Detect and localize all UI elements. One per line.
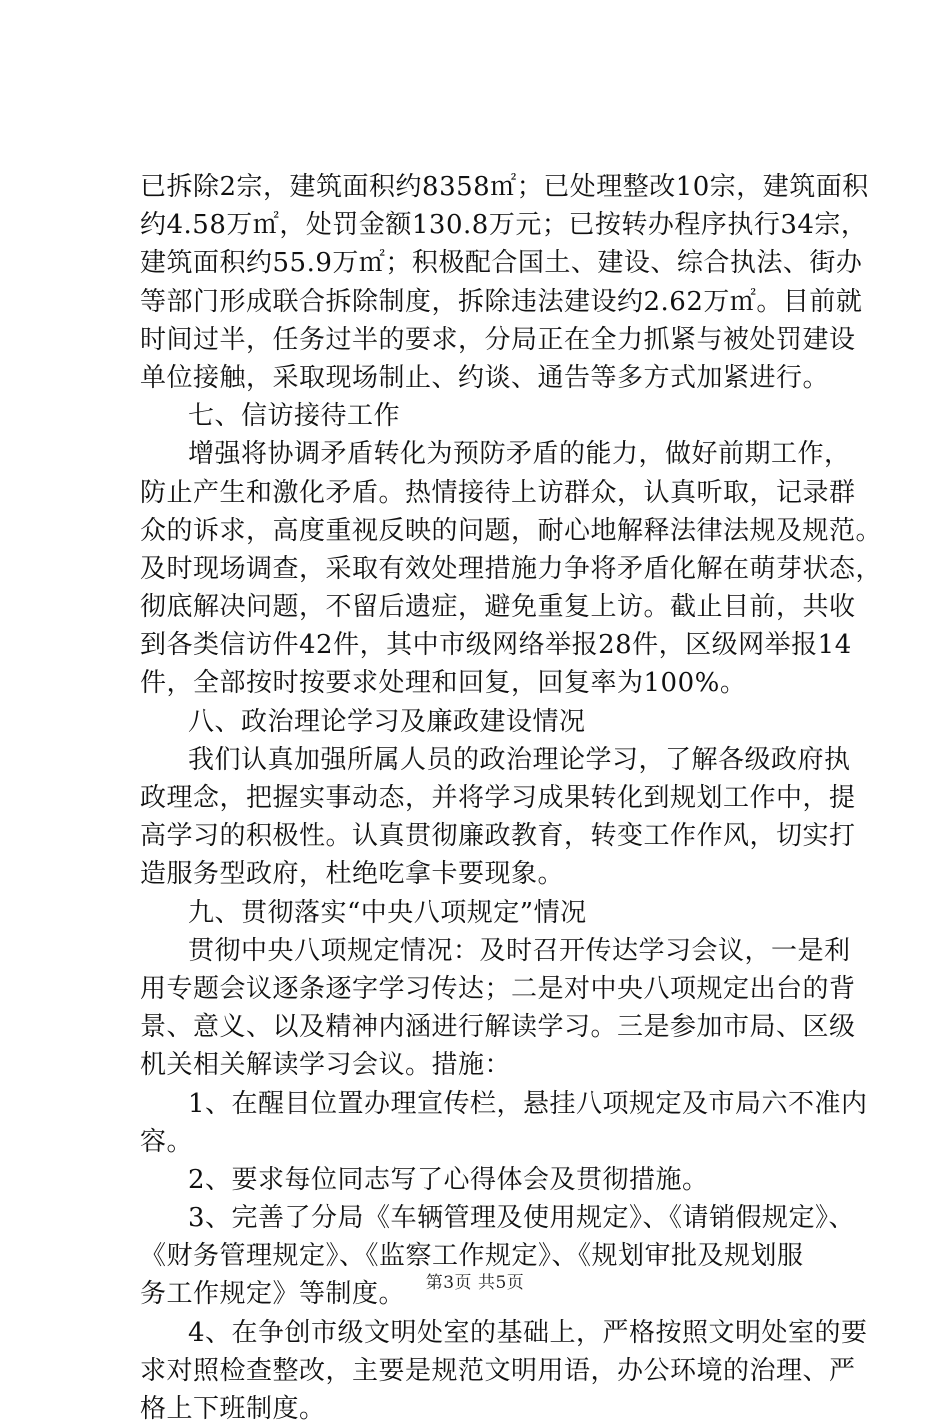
text-line: 众的诉求，高度重视反映的问题，耐心地解释法律法规及规范。 (140, 515, 883, 546)
text-line: 七、信访接待工作 (188, 401, 401, 432)
text-line: 时间过半，任务过半的要求，分局正在全力抓紧与被处罚建设 (140, 324, 856, 355)
text-line: 八、政治理论学习及廉政建设情况 (188, 706, 586, 737)
text-line: 约4.58万㎡，处罚金额130.8万元；已按转办程序执行34宗， (140, 210, 868, 241)
text-line: 高学习的积极性。认真贯彻廉政教育，转变工作作风，切实打 (140, 821, 856, 852)
text-line: 用专题会议逐条逐字学习传达；二是对中央八项规定出台的背 (140, 973, 856, 1004)
text-line: 建筑面积约55.9万㎡；积极配合国土、建设、综合执法、街办 (140, 248, 863, 279)
text-line: 4、在争创市级文明处室的基础上，严格按照文明处室的要 (188, 1317, 868, 1348)
text-line: 等部门形成联合拆除制度，拆除违法建设约2.62万㎡。目前就 (140, 286, 863, 317)
text-line: 造服务型政府，杜绝吃拿卡要现象。 (140, 859, 565, 890)
text-line: 防止产生和激化矛盾。热情接待上访群众，认真听取，记录群 (140, 477, 856, 508)
text-line: 务工作规定》等制度。 (140, 1279, 406, 1310)
text-line: 求对照检查整改，主要是规范文明用语，办公环境的治理、严 (140, 1355, 856, 1386)
text-line: 2、要求每位同志写了心得体会及贯彻措施。 (188, 1164, 709, 1195)
text-line: 单位接触，采取现场制止、约谈、通告等多方式加紧进行。 (140, 362, 830, 393)
document-body (140, 168, 883, 1428)
text-line: 格上下班制度。 (140, 1394, 326, 1424)
text-line: 《财务管理规定》、《监察工作规定》、《规划审批及规划服 (140, 1241, 804, 1272)
text-line: 贯彻中央八项规定情况：及时召开传达学习会议，一是利 (188, 935, 851, 966)
text-line: 九、贯彻落实“中央八项规定”情况 (188, 897, 587, 928)
text-line: 1、在醒目位置办理宣传栏，悬挂八项规定及市局六不准内 (188, 1088, 868, 1119)
text-line: 机关相关解读学习会议。措施： (140, 1050, 512, 1081)
text-line: 3、完善了分局《车辆管理及使用规定》、《请销假规定》、 (188, 1203, 856, 1234)
text-line: 容。 (140, 1126, 194, 1157)
text-line: 景、意义、以及精神内涵进行解读学习。三是参加市局、区级 (140, 1012, 856, 1043)
text-line: 件，全部按时按要求处理和回复，回复率为100%。 (140, 668, 747, 699)
text-line: 政理念，把握实事动态，并将学习成果转化到规划工作中，提 (140, 783, 856, 813)
text-line: 到各类信访件42件，其中市级网络举报28件，区级网举报14 (140, 630, 852, 661)
page-number-footer: 第3页 共5页 (425, 1273, 525, 1293)
text-line: 已拆除2宗，建筑面积约8358㎡；已处理整改10宗，建筑面积 (140, 172, 869, 202)
text-line: 及时现场调查，采取有效处理措施力争将矛盾化解在萌芽状态， (140, 553, 883, 584)
text-line: 彻底解决问题，不留后遗症，避免重复上访。截止目前，共收 (140, 592, 856, 623)
text-line: 我们认真加强所属人员的政治理论学习，了解各级政府执 (188, 744, 851, 775)
text-line: 增强将协调矛盾转化为预防矛盾的能力，做好前期工作， (188, 439, 851, 470)
